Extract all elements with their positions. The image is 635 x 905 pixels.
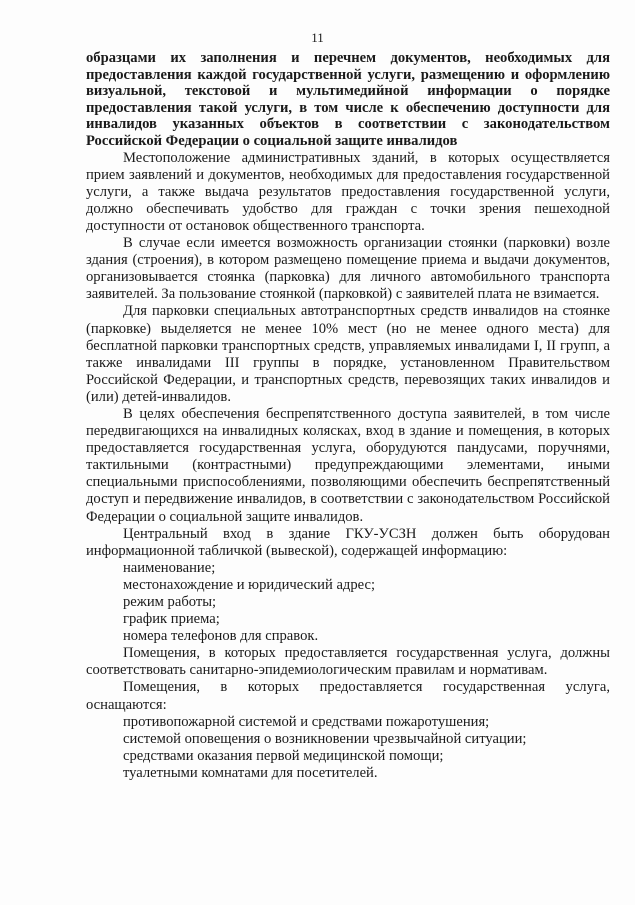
sign-item: наименование; <box>123 559 216 576</box>
sign-item: график приема; <box>123 611 220 628</box>
sign-item: местонахождение и юридический адрес; <box>123 576 376 593</box>
equipment-item: средствами оказания первой медицинской помощи; <box>123 747 444 764</box>
equipment-item: системой оповещения о возникновении чрезвычайной ситуации; <box>123 730 527 747</box>
document-body <box>86 50 610 782</box>
paragraph-location: Местоположение административных зданий, в которых осуществляется прием заявлений и документов, необходимых для предоставления государственной услуги, а также выдача результатов предоставления государственной услуги, должно обеспечивать удобство для граждан с точки зрения пешеходной доступности от остановок общественного транспорта. <box>86 149 610 234</box>
equipment-item: противопожарной системой и средствами пожаротушения; <box>123 713 490 730</box>
paragraph-equipped: Помещения, в которых предоставляется государственная услуга, оснащаются: <box>86 679 610 713</box>
paragraph-sanitary: Помещения, в которых предоставляется государственная услуга, должны соответствовать санитарно-эпидемиологическим правилам и нормативам. <box>86 645 610 679</box>
paragraph-parking: В случае если имеется возможность организации стоянки (парковки) возле здания (строения), в котором размещено помещение приема и выдачи документов, организовывается стоянка (парковка) для личного автомобильного транспорта заявителей. За пользование стоянкой (парковкой) с заявителей плата не взимается. <box>86 235 610 303</box>
paragraph-disabled-parking: Для парковки специальных автотранспортных средств инвалидов на стоянке (парковке) выделяется не менее 10% мест (но не менее одного места) для бесплатной парковки транспортных средств, управляемых инвалидами I, II групп, а также инвалидами III группы в порядке, установленном Правительством Российской Федерации, и транспортных средств, перевозящих таких инвалидов и (или) детей-инвалидов. <box>86 303 610 405</box>
sign-item: номера телефонов для справок. <box>123 628 319 645</box>
sign-item: режим работы; <box>123 594 217 610</box>
page-number: 11 <box>311 30 324 45</box>
equipment-item: туалетными комнатами для посетителей. <box>123 764 378 781</box>
section-heading: образцами их заполнения и перечнем документов, необходимых для предоставления каждой государственной услуги, размещению и оформлению визуальной, текстовой и мультимедийной информации о порядке предоставления такой услуги, в том числе к обеспечению доступности для инвалидов указанных объектов в соответствии с законодательством Российской Федерации о социальной защите инвалидов <box>86 50 610 149</box>
paragraph-accessibility: В целях обеспечения беспрепятственного доступа заявителей, в том числе передвигающихся на инвалидных колясках, вход в здание и помещения, в которых предоставляется государственная услуга, оборудуются пандусами, поручнями, тактильными (контрастными) предупреждающими элементами, иными специальными приспособлениями, позволяющими обеспечить беспрепятственный доступ и передвижение инвалидов, в соответствии с законодательством Российской Федерации о социальной защите инвалидов. <box>86 405 610 525</box>
paragraph-entrance-sign: Центральный вход в здание ГКУ-УСЗН должен быть оборудован информационной табличкой (вывеской), содержащей информацию: <box>86 525 610 559</box>
